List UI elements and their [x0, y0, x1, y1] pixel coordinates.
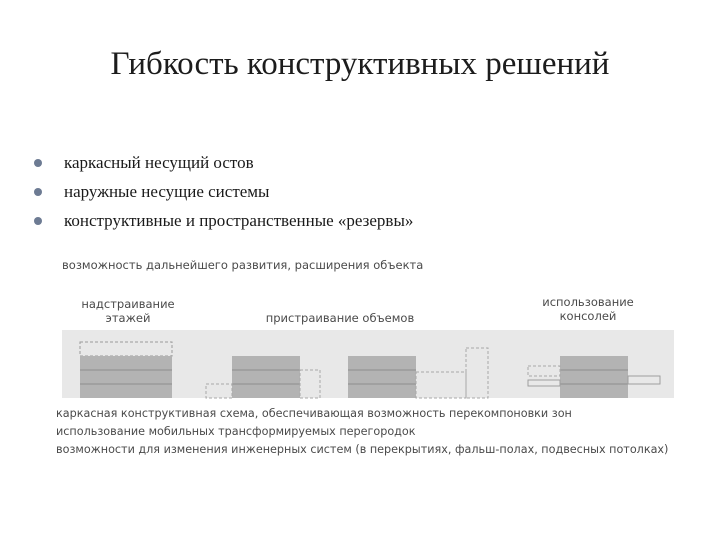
- bullet-text: наружные несущие системы: [64, 182, 270, 201]
- base-building-block: [80, 356, 172, 398]
- base-building-block: [232, 356, 300, 398]
- figure-caption: возможность дальнейшего развития, расширения объекта: [62, 258, 424, 272]
- bullet-text: конструктивные и пространственные «резервы»: [64, 211, 414, 230]
- figure-note: использование мобильных трансформируемых перегородок: [56, 425, 416, 438]
- label-cantilevers-line1: использование: [542, 295, 634, 309]
- label-cantilevers-line2: консолей: [559, 309, 617, 323]
- slide-title: Гибкость конструктивных решений: [110, 46, 610, 82]
- bullet-text: каркасный несущий остов: [64, 153, 254, 172]
- label-superstructure-line2: этажей: [105, 311, 151, 325]
- base-building-block: [560, 356, 628, 398]
- base-building-block: [348, 356, 416, 398]
- label-superstructure-line1: надстраивание: [81, 297, 175, 311]
- figure-note: возможности для изменения инженерных систем (в перекрытиях, фальш-полах, подвесных потолках): [56, 443, 669, 456]
- label-extension: пристраивание объемов: [265, 311, 415, 325]
- figure-note: каркасная конструктивная схема, обеспечивающая возможность перекомпоновки зон: [56, 407, 572, 420]
